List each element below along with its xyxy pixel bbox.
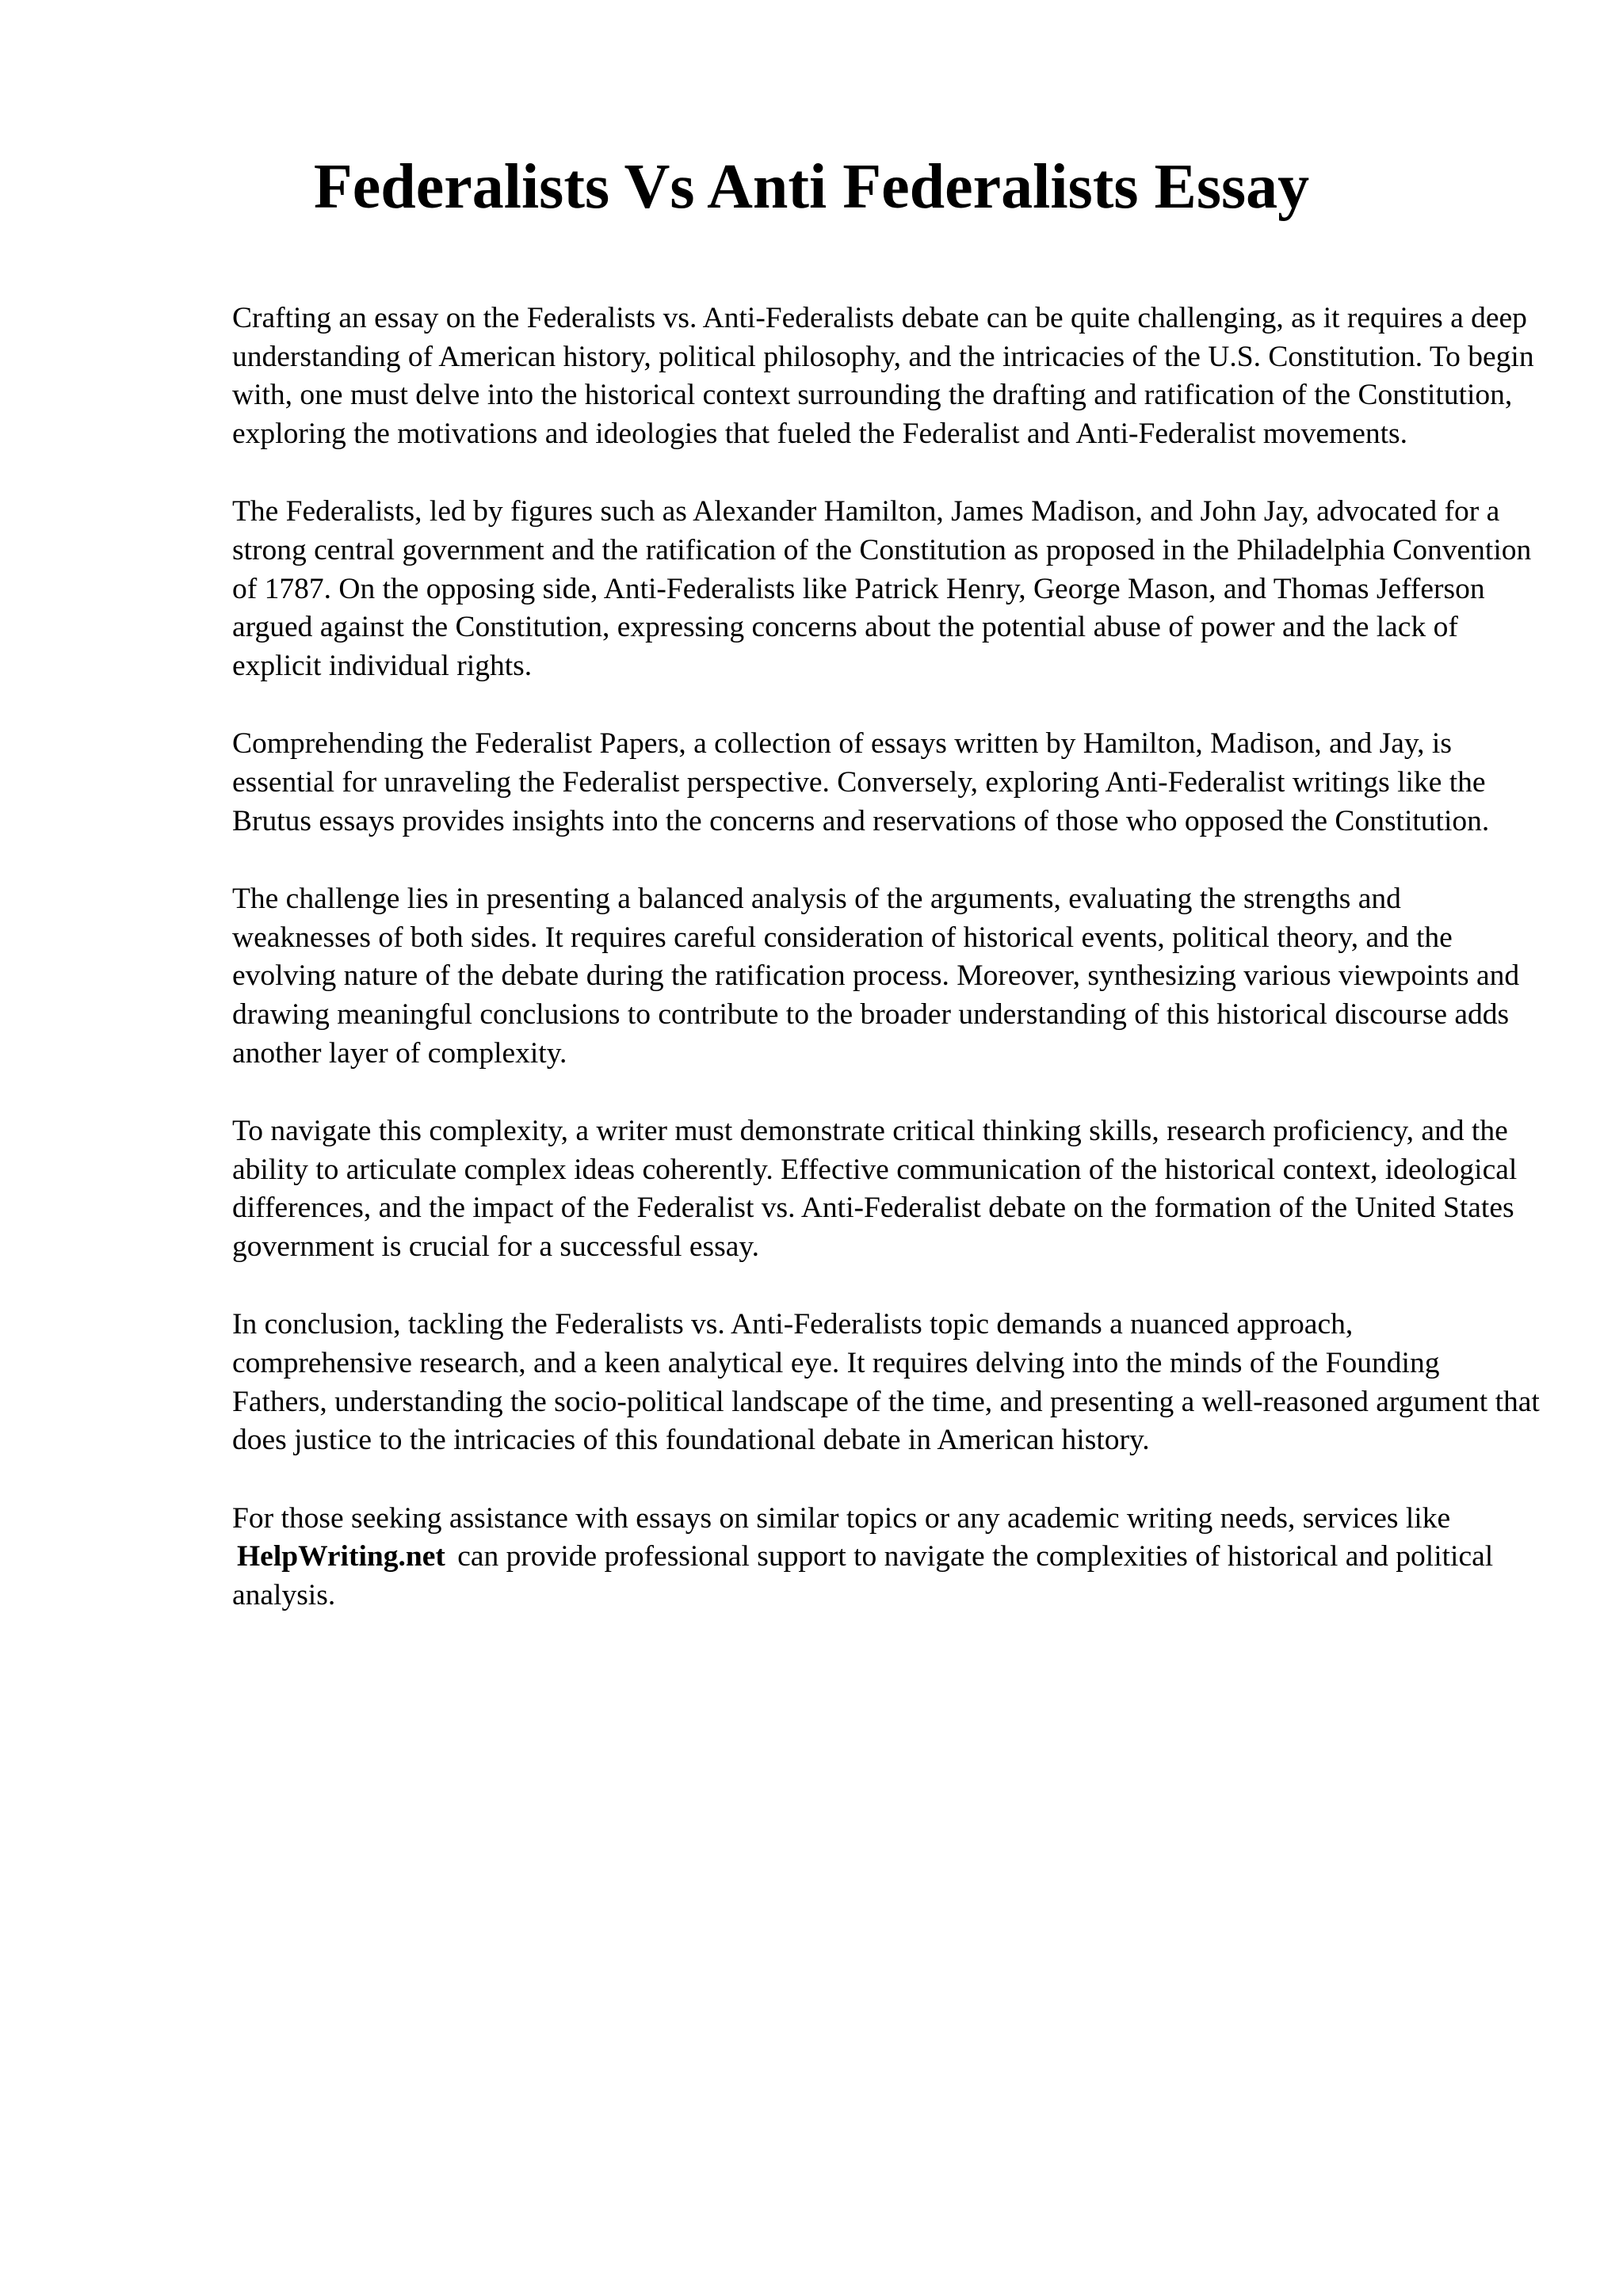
paragraph-6: In conclusion, tackling the Federalists vs. Anti-Federalists topic demands a nuanced approach, comprehensive research, and a keen analytical eye. It requires delving into the minds of the Founding Fathers, understanding the socio-political landscape of the time, and presenting a well-reasoned argument that does justice to the intricacies of this foundational debate in American history. [232, 1308, 1540, 1457]
helpwriting-link[interactable]: HelpWriting.net [237, 1540, 445, 1573]
document-body [232, 299, 1540, 1655]
paragraph-5: To navigate this complexity, a writer must demonstrate critical thinking skills, research proficiency, and the ability to articulate complex ideas coherently. Effective communication of the historical context, ideological differences, and the impact of the Federalist vs. Anti-Federalist debate on the formation of the United States government is crucial for a successful essay. [232, 1115, 1518, 1263]
document-title: Federalists Vs Anti Federalists Essay [313, 152, 1310, 222]
paragraph-4: The challenge lies in presenting a balanced analysis of the arguments, evaluating the strengths and weaknesses of both sides. It requires careful consideration of historical events, political theory, and the evolving nature of the debate during the ratification process. Moreover, synthesizing various viewpoints and drawing meaningful conclusions to contribute to the broader understanding of this historical discourse adds another layer of complexity. [232, 883, 1520, 1070]
closing-text-before: For those seeking assistance with essays on similar topics or any academic writing needs, services like [232, 1501, 1451, 1535]
paragraph-3: Comprehending the Federalist Papers, a collection of essays written by Hamilton, Madison, and Jay, is essential for unraveling the Federalist perspective. Conversely, exploring Anti-Federalist writings like the Brutus essays provides insights into the concerns and reservations of those who opposed the Constitution. [232, 727, 1490, 837]
paragraph-2: The Federalists, led by figures such as Alexander Hamilton, James Madison, and John Jay, advocated for a strong central government and the ratification of the Constitution as proposed in the Philadelphia Convention of 1787. On the opposing side, Anti-Federalists like Patrick Henry, George Mason, and Thomas Jefferson argued against the Constitution, expressing concerns about the potential abuse of power and the lack of explicit individual rights. [232, 495, 1532, 682]
paragraph-1: Crafting an essay on the Federalists vs. Anti-Federalists debate can be quite challenging, as it requires a deep understanding of American history, political philosophy, and the intricacies of the U.S. Constitution. To begin with, one must delve into the historical context surrounding the drafting and ratification of the Constitution, exploring the motivations and ideologies that fueled the Federalist and Anti-Federalist movements. [232, 302, 1534, 450]
paragraph-closing [232, 1500, 1540, 1615]
closing-text-after: can provide professional support to navigate the complexities of historical and political analysis. [232, 1540, 1494, 1612]
